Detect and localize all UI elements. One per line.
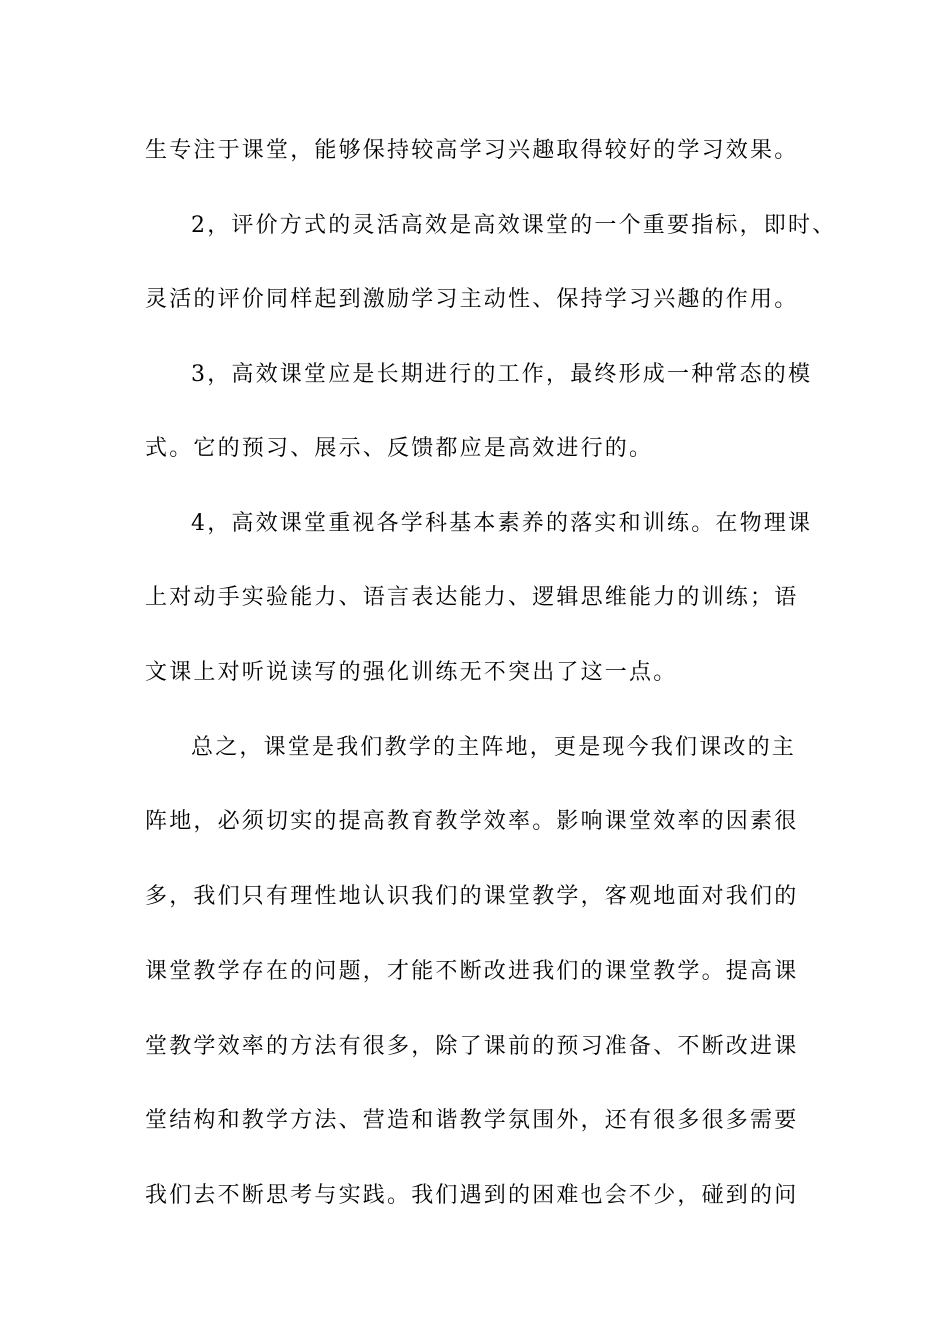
paragraph-line: 生专注于课堂，能够保持较高学习兴趣取得较好的学习效果。: [145, 138, 799, 163]
paragraph-line: 2，评价方式的灵活高效是高效课堂的一个重要指标，即时、: [191, 213, 837, 238]
paragraph-line: 3，高效课堂应是长期进行的工作，最终形成一种常态的模: [191, 362, 813, 387]
paragraph-line: 式。它的预习、展示、反馈都应是高效进行的。: [145, 436, 654, 461]
paragraph-line: 4，高效课堂重视各学科基本素养的落实和训练。在物理课: [191, 511, 813, 536]
paragraph-line: 总之，课堂是我们教学的主阵地，更是现今我们课改的主: [191, 735, 797, 760]
paragraph-line: 堂结构和教学方法、营造和谐教学氛围外，还有很多很多需要: [145, 1108, 799, 1133]
paragraph-line: 文课上对听说读写的强化训练无不突出了这一点。: [145, 660, 678, 685]
paragraph-line: 灵活的评价同样起到激励学习主动性、保持学习兴趣的作用。: [145, 287, 799, 312]
paragraph-line: 上对动手实验能力、语言表达能力、逻辑思维能力的训练；语: [145, 585, 799, 610]
paragraph-line: 我们去不断思考与实践。我们遇到的困难也会不少，碰到的问: [145, 1183, 799, 1208]
paragraph-line: 课堂教学存在的问题，才能不断改进我们的课堂教学。提高课: [145, 959, 799, 984]
paragraph-line: 多，我们只有理性地认识我们的课堂教学，客观地面对我们的: [145, 884, 799, 909]
paragraph-line: 阵地，必须切实的提高教育教学效率。影响课堂效率的因素很: [145, 809, 799, 834]
paragraph-line: 堂教学效率的方法有很多，除了课前的预习准备、不断改进课: [145, 1034, 799, 1059]
